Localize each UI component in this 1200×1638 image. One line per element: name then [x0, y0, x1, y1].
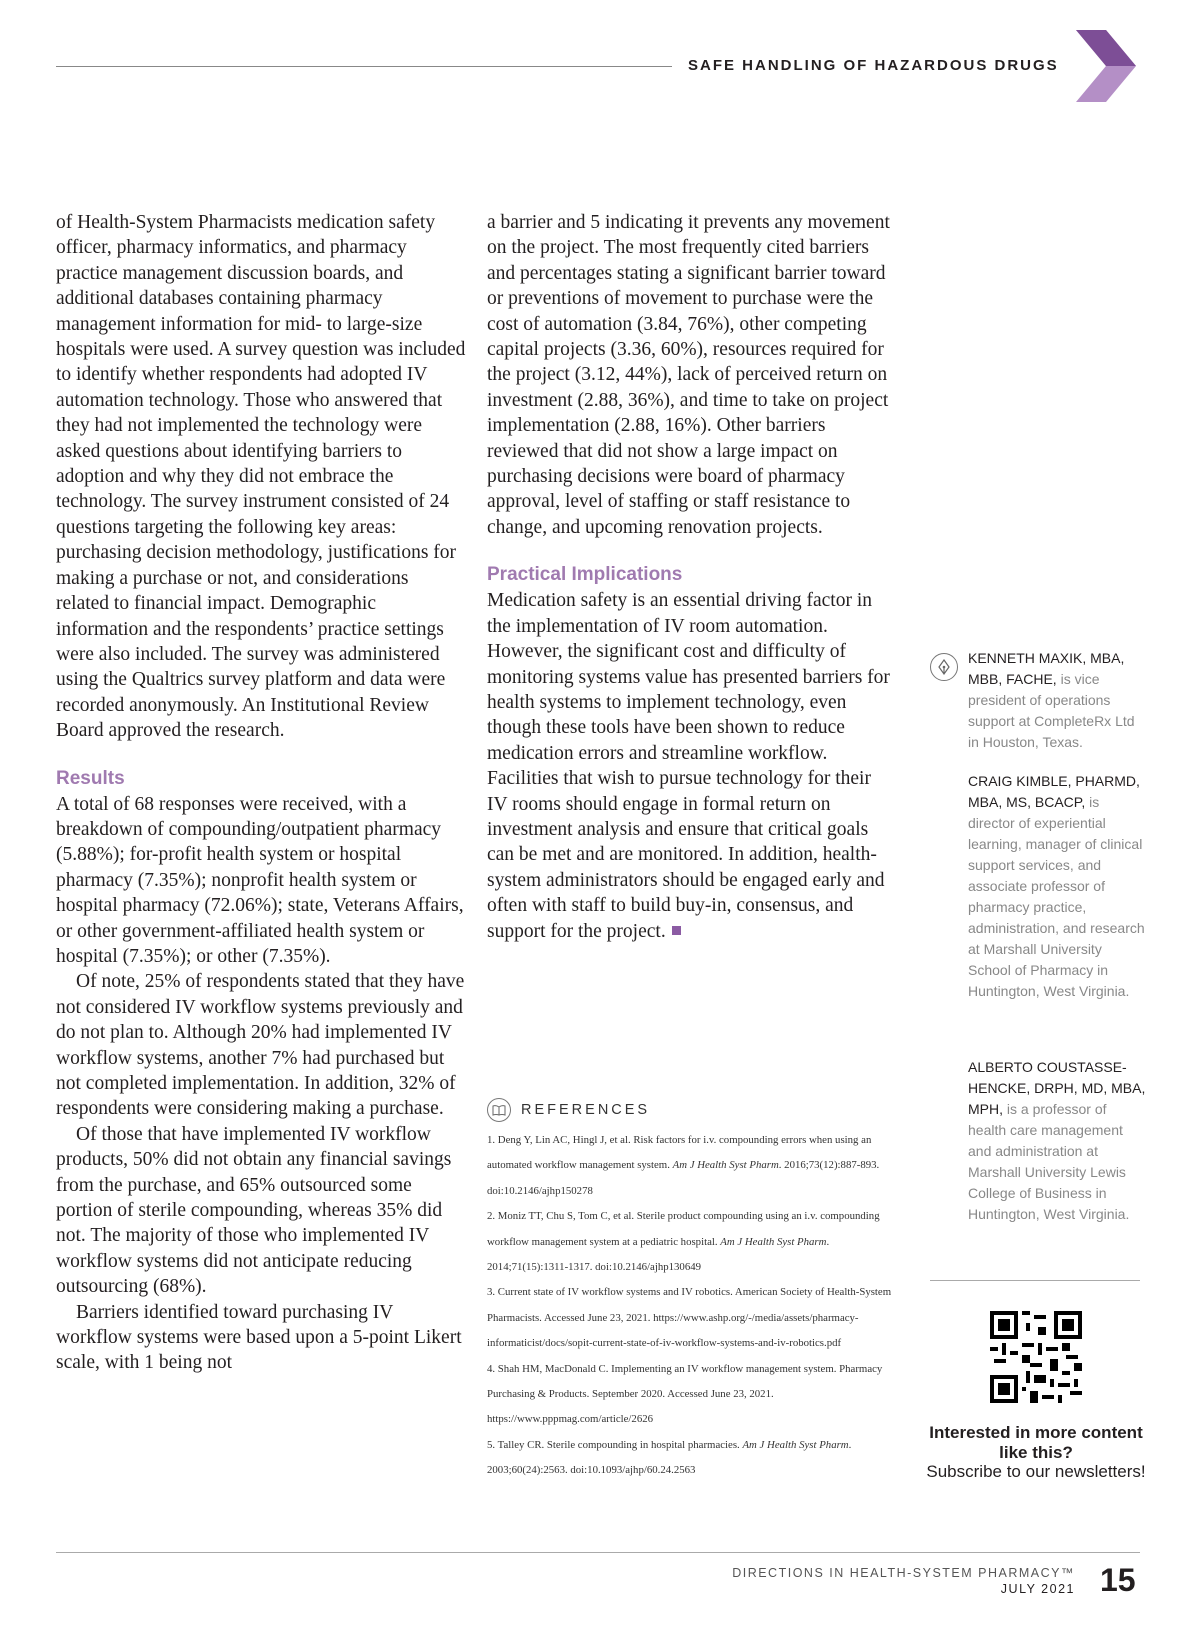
- author-bio: KENNETH MAXIK, MBA, MBB, FACHE, is vice president of operations support at CompleteRx Ltd in Houston, Texas.: [968, 650, 1135, 750]
- footer-rule: [56, 1552, 1140, 1553]
- end-mark-icon: [672, 926, 681, 935]
- reference-item: 5. Talley CR. Sterile compounding in hospital pharmacies. Am J Health Syst Pharm. 2003;60(24):2563. doi:10.1093/ajhp/60.24.2563: [487, 1438, 852, 1477]
- reference-item: 2. Moniz TT, Chu S, Tom C, et al. Sterile product compounding using an i.v. compounding workflow management system at a pediatric hospital. Am J Health Syst Pharm. 2014;71(15):1311-1317. doi:10.2146/ajhp130649: [487, 1210, 880, 1274]
- paragraph: Of those that have implemented IV workflow products, 50% did not obtain any financial savings from the purchase, and 65% outsourced some portion of sterile compounding, whereas 35% did not. The majority of those who implemented IV workflow systems did not anticipate reducing outsourcing (68%).: [56, 1123, 452, 1298]
- paragraph: Of note, 25% of respondents stated that they have not considered IV workflow systems previously and do not plan to. Although 20% had implemented IV workflow systems, another 7% had purchased but not completed implementation. In addition, 32% of respondents were considering making a purchase.: [56, 971, 465, 1120]
- reference-item: 4. Shah HM, MacDonald C. Implementing an IV workflow management system. Pharmacy Purchasing & Products. September 2020. Accessed June 23, 2021. https://www.pppmag.com/article/2626: [487, 1362, 883, 1426]
- section-title: SAFE HANDLING OF HAZARDOUS DRUGS: [688, 57, 1059, 74]
- author-bio: ALBERTO COUSTASSE-HENCKE, DRPH, MD, MBA, MPH, is a professor of health care management and administration at Marshall University Lewis College of Business in Huntington, West Virginia.: [968, 1059, 1146, 1222]
- divider: [930, 1280, 1140, 1281]
- reference-item: 1. Deng Y, Lin AC, Hingl J, et al. Risk factors for i.v. compounding errors when using an automated workflow management system. Am J Health Syst Pharm. 2016;73(12):887-893. doi:10.2146/ajhp150278: [487, 1134, 880, 1197]
- author-bio: CRAIG KIMBLE, PHARMD, MBA, MS, BCACP, is director of experiential learning, manager of clinical support services, and associate professor of pharmacy practice, administration, and research at Marshall University School of Pharmacy in Huntington, West Virginia.: [968, 773, 1145, 999]
- paragraph: Barriers identified toward purchasing IV workflow systems were based upon a 5-point Likert scale, with 1 being not: [56, 1301, 462, 1374]
- references-section: [487, 1098, 892, 1484]
- paragraph: [487, 588, 892, 944]
- chevron-right-icon: [1076, 30, 1136, 102]
- book-icon: [487, 1098, 511, 1122]
- paragraph: A total of 68 responses were received, with a breakdown of compounding/outpatient pharmacy (5.88%); for-profit health system or hospital pharmacy (7.35%); nonprofit health system or hospital pharmacy (72.06%); state, Veterans Affairs, or other government-affiliated health system or hospital (7.35%); or other (7.35%).: [56, 793, 464, 967]
- body-column-middle: [487, 210, 892, 944]
- body-column-left: [56, 210, 466, 1376]
- paragraph: of Health-System Pharmacists medication safety officer, pharmacy informatics, and pharmacy practice management discussion boards, and additional databases containing pharmacy management information for mid- to large-size hospitals were used. A survey question was included to identify whether respondents had adopted IV automation technology. Those who answered that they had not implemented the technology were asked questions about identifying barriers to adoption and why they did not embrace the technology. The survey instrument consisted of 24 questions targeting the following key areas: purchasing decision methodology, justifications for making a purchase or not, and considerations related to financial impact. Demographic information and the respondents’ practice settings were also included. The survey was administered using the Qualtrics survey platform and data were recorded anonymously. An Institutional Review Board approved the research.: [56, 212, 466, 742]
- page-number: 15: [1100, 1562, 1136, 1598]
- newsletter-callout: [920, 1423, 1152, 1482]
- callout-heading: Interested in more content like this?: [929, 1423, 1143, 1462]
- magazine-name: DIRECTIONS IN HEALTH-SYSTEM PHARMACY™: [732, 1566, 1075, 1580]
- references-title: REFERENCES: [521, 1102, 651, 1118]
- practical-implications-heading: Practical Implications: [487, 564, 683, 586]
- results-heading: Results: [56, 767, 125, 789]
- paragraph: a barrier and 5 indicating it prevents any movement on the project. The most frequently cited barriers and percentages stating a significant barrier toward or preventions of movement to purchase were the cost of automation (3.84, 76%), other competing capital projects (3.36, 60%), resources required for the project (3.12, 44%), lack of perceived return on investment (2.88, 36%), and time to take on project implementation (2.88, 16%). Other barriers reviewed that did not show a large impact on purchasing decisions were board of pharmacy approval, level of staffing or staff resistance to change, and upcoming renovation projects.: [487, 212, 890, 538]
- header-rule: [56, 66, 672, 67]
- issue-date: JULY 2021: [1000, 1582, 1075, 1596]
- paragraph-text: Medication safety is an essential driving factor in the implementation of IV room automation. However, the significant cost and difficulty of monitoring systems value has presented barriers for health systems to implement technology, even though these tools have been shown to reduce medication errors and streamline workflow. Facilities that wish to pursue technology for their IV rooms should engage in formal return on investment analysis and ensure that critical goals can be met and are monitored. In addition, health-system administrators should be engaged early and often with staff to build buy-in, consensus, and support for the project.: [487, 590, 890, 942]
- qr-code[interactable]: [990, 1311, 1082, 1403]
- subscribe-link[interactable]: Subscribe to our newsletters!: [926, 1462, 1146, 1481]
- reference-item: 3. Current state of IV workflow systems and IV robotics. American Society of Health-System Pharmacists. Accessed June 23, 2021. https://www.ashp.org/-/media/assets/pharmacy-informaticist/docs/sopit-current-state-of-iv-workflow-systems-and-iv-robotics.pdf: [487, 1286, 892, 1350]
- pen-nib-icon: [930, 653, 958, 681]
